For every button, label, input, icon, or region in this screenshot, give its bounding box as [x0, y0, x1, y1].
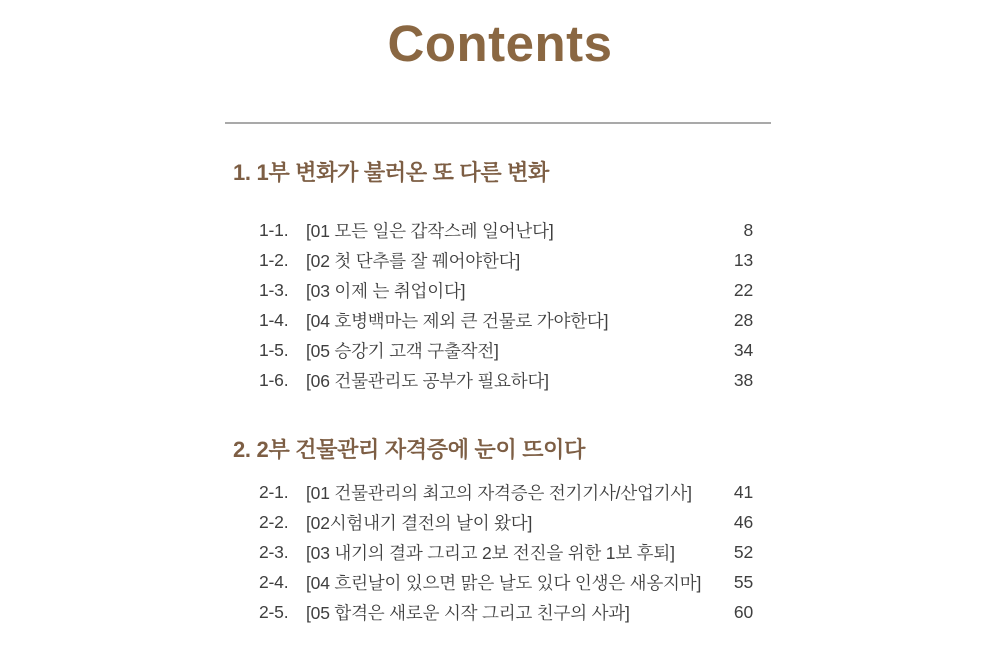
toc-item-page: 8 [743, 219, 753, 240]
toc-item-page: 34 [733, 339, 753, 360]
toc-item-page: 55 [733, 571, 753, 592]
toc-row [259, 597, 753, 627]
toc-item-number: 1-5. [259, 339, 289, 360]
toc-item-title: [05 합격은 새로운 시작 그리고 친구의 사과] [306, 602, 630, 623]
toc-item-number: 1-1. [259, 219, 289, 240]
toc-item-title: [05 승강기 고객 구출작전] [306, 340, 499, 361]
toc-row [259, 275, 753, 305]
toc-item-title: [04 호병백마는 제외 큰 건물로 가야한다] [306, 310, 609, 331]
toc-row [259, 365, 753, 395]
toc-item-number: 2-5. [259, 601, 289, 622]
toc-item-number: 2-4. [259, 571, 289, 592]
toc-item-title: [01 건물관리의 최고의 자격증은 전기기사/산업기사] [306, 482, 692, 503]
toc-item-title: [04 흐린날이 있으면 맑은 날도 있다 인생은 새옹지마] [306, 572, 702, 593]
section-heading: 1. 1부 변화가 불러온 또 다른 변화 [233, 160, 549, 185]
toc-item-page: 13 [733, 249, 753, 270]
toc-item-page: 28 [733, 309, 753, 330]
toc-item-page: 52 [733, 541, 753, 562]
toc-item-page: 22 [733, 279, 753, 300]
toc-item-number: 1-6. [259, 369, 289, 390]
page-title: Contents [387, 15, 613, 72]
toc-row [259, 507, 753, 537]
toc-item-title: [03 이제 는 취업이다] [306, 280, 466, 301]
toc-list [259, 215, 753, 395]
toc-item-number: 1-2. [259, 249, 289, 270]
toc-list [259, 477, 753, 627]
toc-section-1 [233, 160, 770, 395]
toc-item-title: [01 모든 일은 갑작스레 일어난다] [306, 220, 554, 241]
toc-item-page: 46 [733, 511, 753, 532]
toc-row [259, 537, 753, 567]
toc-row [259, 567, 753, 597]
toc-item-number: 1-3. [259, 279, 289, 300]
toc-row [259, 305, 753, 335]
toc-item-title: [06 건물관리도 공부가 필요하다] [306, 370, 549, 391]
toc-item-title: [02시험내기 결전의 날이 왔다] [306, 512, 533, 533]
toc-item-number: 2-3. [259, 541, 289, 562]
toc-item-number: 1-4. [259, 309, 289, 330]
toc-item-page: 60 [733, 601, 753, 622]
toc-row [259, 477, 753, 507]
section-heading: 2. 2부 건물관리 자격증에 눈이 뜨이다 [233, 437, 586, 462]
toc-item-number: 2-1. [259, 481, 289, 502]
toc-item-title: [03 내기의 결과 그리고 2보 전진을 위한 1보 후퇴] [306, 542, 675, 563]
toc-section-2 [233, 437, 770, 627]
toc-item-title: [02 첫 단추를 잘 꿰어야한다] [306, 250, 521, 271]
toc-row [259, 335, 753, 365]
toc-item-page: 38 [733, 369, 753, 390]
toc-item-number: 2-2. [259, 511, 289, 532]
toc-row [259, 215, 753, 245]
toc-item-page: 41 [733, 481, 753, 502]
toc-row [259, 245, 753, 275]
horizontal-divider [225, 122, 771, 124]
